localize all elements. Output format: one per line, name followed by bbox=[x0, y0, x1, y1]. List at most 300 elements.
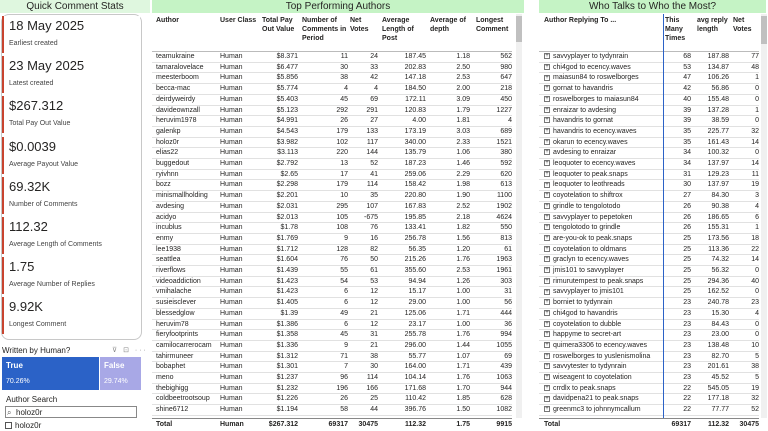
cell-text: chi4god to havandris bbox=[553, 309, 618, 317]
who-talks-scrollbar[interactable] bbox=[761, 14, 767, 418]
cell-text: jmis101 to savvyplayer bbox=[553, 267, 624, 274]
table-cell: $1.405 bbox=[276, 299, 298, 307]
cell-text: avdesing to enraizar bbox=[553, 149, 617, 157]
table-cell: 592 bbox=[500, 160, 512, 167]
table-cell: 21 bbox=[370, 309, 378, 317]
author-search-input[interactable] bbox=[5, 406, 137, 418]
stat-label: Earliest created bbox=[9, 40, 58, 47]
table-cell: 0 bbox=[755, 267, 759, 274]
table-cell: camilocarrerocam bbox=[156, 341, 212, 349]
table-cell: 108 bbox=[336, 224, 348, 232]
stat-label: Number of Comments bbox=[9, 200, 78, 208]
table-cell: 114 bbox=[366, 181, 378, 189]
table-cell: 71 bbox=[340, 352, 348, 360]
table-cell: 41 bbox=[370, 170, 378, 178]
cell-text: gornat to havandris bbox=[553, 85, 613, 93]
column-header[interactable]: Net Votes bbox=[733, 17, 752, 33]
table-cell: 26 bbox=[683, 213, 691, 221]
table-cell: 53 bbox=[370, 277, 378, 285]
column-header[interactable]: Average Length of Post bbox=[382, 17, 414, 42]
table-cell: 32 bbox=[751, 395, 759, 403]
scrollbar-thumb[interactable] bbox=[761, 16, 767, 44]
table-cell: Human bbox=[220, 202, 243, 210]
table-cell: 14 bbox=[751, 138, 759, 146]
column-header[interactable]: Author bbox=[156, 17, 179, 24]
table-cell: 22 bbox=[683, 406, 691, 414]
expand-icon[interactable]: + bbox=[545, 384, 549, 391]
expand-icon[interactable]: + bbox=[545, 320, 549, 327]
expand-icon[interactable]: + bbox=[545, 170, 549, 177]
stat-value: 1.75 bbox=[9, 259, 35, 275]
expand-icon[interactable]: + bbox=[545, 181, 549, 188]
table-cell: Human bbox=[220, 384, 243, 392]
table-cell: 225.77 bbox=[707, 127, 729, 135]
table-cell: 4 bbox=[755, 202, 759, 210]
stat-value: 69.32K bbox=[9, 178, 51, 194]
table-cell: Human bbox=[220, 63, 243, 71]
cell-text: davidpena21 to peak.snaps bbox=[553, 395, 639, 403]
column-header[interactable]: This Many Times bbox=[665, 17, 686, 42]
expand-icon[interactable]: + bbox=[545, 53, 549, 60]
table-cell: 82 bbox=[370, 245, 378, 253]
search-icon: ⌕ bbox=[7, 408, 12, 417]
cell-text: savvytester to tydynrain bbox=[553, 363, 627, 371]
table-cell: $5.856 bbox=[276, 74, 298, 82]
table-cell: 25 bbox=[683, 256, 691, 264]
table-cell: 4 bbox=[755, 309, 759, 317]
stat-label: Average Length of Comments bbox=[9, 241, 102, 248]
table-cell: 38 bbox=[340, 74, 348, 82]
expand-icon[interactable]: + bbox=[545, 95, 549, 102]
table-cell: 1 bbox=[755, 74, 759, 82]
table-cell: 155.31 bbox=[707, 224, 729, 232]
table-cell: 16 bbox=[370, 234, 378, 242]
table-cell: 104.14 bbox=[404, 374, 426, 381]
table-cell: 167.83 bbox=[404, 202, 426, 210]
table-cell: 30 bbox=[370, 363, 378, 371]
expand-icon[interactable]: + bbox=[545, 374, 549, 381]
table-cell: holoz0r bbox=[156, 138, 179, 146]
cell-text: savvyplayer to jmis101 bbox=[553, 288, 624, 296]
table-cell: 3.09 bbox=[456, 95, 470, 103]
table-cell: 2.33 bbox=[456, 138, 470, 146]
stat-card bbox=[2, 137, 140, 174]
table-cell: 23 bbox=[683, 309, 691, 317]
table-cell: 10 bbox=[340, 192, 348, 200]
table-cell: 172.11 bbox=[405, 95, 426, 103]
table-cell: $5.123 bbox=[276, 106, 298, 114]
table-cell: meesterboom bbox=[156, 74, 199, 82]
table-cell: $1.237 bbox=[276, 374, 298, 381]
table-cell: 259.06 bbox=[404, 170, 426, 178]
stat-card bbox=[2, 257, 140, 294]
table-cell: 49 bbox=[340, 309, 348, 317]
cell-text: are-you-ok to peak.snaps bbox=[553, 234, 632, 242]
table-cell: 1.71 bbox=[456, 309, 470, 317]
table-cell: 42 bbox=[683, 85, 691, 93]
table-cell: 1.71 bbox=[456, 363, 470, 371]
table-cell: 134.87 bbox=[707, 63, 729, 71]
expand-icon[interactable]: + bbox=[545, 352, 549, 359]
table-cell: 1.00 bbox=[456, 320, 470, 328]
table-cell: 1.18 bbox=[456, 53, 470, 60]
expand-icon[interactable]: + bbox=[545, 128, 549, 135]
cell-text: wiseagent to coyotelation bbox=[553, 374, 632, 381]
column-header[interactable]: Number of Comments in Period bbox=[302, 17, 347, 42]
expand-icon[interactable]: + bbox=[545, 235, 549, 242]
table-cell: 177.18 bbox=[707, 395, 729, 403]
table-cell: 1.76 bbox=[456, 374, 470, 381]
column-header[interactable]: Longest Comment bbox=[476, 17, 509, 33]
table-cell: 55 bbox=[340, 267, 348, 274]
table-cell: 42 bbox=[370, 74, 378, 82]
table-cell: 56.32 bbox=[711, 267, 729, 274]
expand-icon[interactable]: + bbox=[545, 288, 549, 295]
table-cell: 1.56 bbox=[456, 234, 470, 242]
true-segment[interactable] bbox=[2, 357, 99, 390]
table-cell: 1100 bbox=[496, 192, 512, 200]
author-option-checkbox[interactable] bbox=[5, 421, 41, 430]
table-cell: 55.77 bbox=[408, 352, 426, 360]
cell-text: graclyn to ecency.waves bbox=[553, 256, 629, 264]
table-cell: 689 bbox=[500, 127, 512, 135]
table-cell: $3.982 bbox=[276, 138, 298, 146]
expand-icon[interactable]: + bbox=[545, 299, 549, 306]
table-cell: 2.18 bbox=[456, 213, 470, 221]
table-cell: 1.98 bbox=[456, 181, 470, 189]
cell-text: rimurutempest to peak.snaps bbox=[553, 277, 644, 285]
table-cell: $2.013 bbox=[276, 213, 298, 221]
table-cell: 36 bbox=[504, 320, 512, 328]
table-cell: 117 bbox=[366, 138, 378, 146]
table-cell: 162.52 bbox=[707, 288, 729, 296]
table-cell: 128 bbox=[336, 245, 348, 253]
table-cell: 14 bbox=[751, 160, 759, 167]
table-cell: $1.336 bbox=[276, 341, 298, 349]
table-cell: Human bbox=[220, 352, 243, 360]
column-header[interactable]: Average of depth bbox=[430, 17, 466, 33]
expand-icon[interactable]: + bbox=[545, 245, 549, 252]
table-cell: 74.32 bbox=[711, 256, 729, 264]
table-cell: 1.90 bbox=[456, 192, 470, 200]
table-cell: Human bbox=[220, 320, 243, 328]
table-cell: 52 bbox=[751, 406, 759, 414]
table-cell: 179 bbox=[336, 181, 348, 189]
table-cell: 27 bbox=[370, 117, 378, 125]
table-cell: 107 bbox=[366, 202, 378, 210]
table-cell: 1.79 bbox=[456, 106, 470, 114]
cell-text: greenmc3 to johnnymcallum bbox=[553, 406, 641, 414]
table-cell: shine6712 bbox=[156, 406, 189, 414]
table-cell: 133 bbox=[366, 127, 378, 135]
checkbox-icon bbox=[5, 422, 12, 429]
table-cell: 38 bbox=[751, 363, 759, 371]
table-cell: 12 bbox=[370, 299, 378, 307]
table-cell: $1.226 bbox=[276, 395, 298, 403]
column-header[interactable]: avg reply length bbox=[697, 17, 728, 33]
table-cell: 31 bbox=[683, 170, 691, 178]
table-cell: 12 bbox=[370, 320, 378, 328]
table-cell: Human bbox=[220, 181, 243, 189]
table-cell: $8.371 bbox=[276, 53, 298, 60]
who-talks-table bbox=[539, 14, 768, 430]
table-cell: 240.78 bbox=[707, 299, 729, 307]
column-header[interactable]: Total Pay Out Value bbox=[262, 17, 295, 33]
table-cell: Human bbox=[220, 106, 243, 114]
expand-icon[interactable]: + bbox=[545, 395, 549, 402]
table-cell: 25 bbox=[683, 234, 691, 242]
table-cell: 19 bbox=[751, 384, 759, 392]
expand-icon[interactable]: + bbox=[545, 277, 549, 284]
table-cell: 25 bbox=[683, 267, 691, 274]
table-cell: 0 bbox=[755, 288, 759, 296]
top-authors-scrollbar[interactable] bbox=[516, 14, 522, 418]
total-cell: 112.32 bbox=[707, 421, 729, 428]
expand-icon[interactable]: + bbox=[545, 309, 549, 316]
table-cell: 980 bbox=[500, 63, 512, 71]
table-cell: $1.312 bbox=[276, 352, 298, 360]
expand-icon[interactable]: + bbox=[545, 342, 549, 349]
table-cell: 137.97 bbox=[707, 181, 729, 189]
table-cell: 69 bbox=[370, 95, 378, 103]
table-cell: 5 bbox=[755, 374, 759, 381]
table-cell: 1063 bbox=[496, 374, 512, 381]
table-cell: 13 bbox=[340, 160, 348, 167]
expand-icon[interactable]: + bbox=[545, 256, 549, 263]
table-cell: 1.26 bbox=[456, 277, 470, 285]
table-cell: 11 bbox=[751, 170, 759, 178]
table-cell: Human bbox=[220, 245, 243, 253]
table-cell: 2.50 bbox=[456, 63, 470, 71]
table-cell: Human bbox=[220, 374, 243, 381]
false-segment[interactable] bbox=[100, 357, 141, 390]
total-cell: 1.75 bbox=[456, 421, 470, 428]
table-cell: susieisclever bbox=[156, 299, 197, 307]
table-cell: 105 bbox=[336, 213, 348, 221]
table-cell: 6 bbox=[344, 299, 348, 307]
cell-text: roswelborges to yuslenismolina bbox=[553, 352, 651, 360]
table-cell: 186.65 bbox=[707, 213, 729, 221]
table-cell: 1.46 bbox=[456, 160, 470, 167]
table-cell: 187.45 bbox=[404, 53, 426, 60]
table-cell: 562 bbox=[500, 53, 512, 60]
table-cell: 27 bbox=[683, 192, 691, 200]
table-cell: 113.36 bbox=[708, 245, 729, 253]
table-cell: 23 bbox=[683, 363, 691, 371]
table-cell: 1082 bbox=[496, 406, 512, 414]
table-cell: 171.68 bbox=[404, 384, 426, 392]
table-cell: 164.00 bbox=[404, 363, 426, 371]
table-cell: Human bbox=[220, 170, 243, 178]
table-cell: 106.26 bbox=[707, 74, 729, 82]
table-cell: heruvim78 bbox=[156, 320, 189, 328]
table-cell: Human bbox=[220, 256, 243, 264]
table-cell: 220.80 bbox=[404, 192, 426, 200]
expand-icon[interactable]: + bbox=[545, 74, 549, 81]
expand-icon[interactable]: + bbox=[545, 224, 549, 231]
table-cell: 138.48 bbox=[707, 341, 729, 349]
table-cell: $2.792 bbox=[276, 160, 298, 167]
table-cell: 450 bbox=[500, 95, 512, 103]
table-cell: Human bbox=[220, 224, 243, 232]
table-cell: 1227 bbox=[496, 106, 512, 114]
table-cell: 0 bbox=[755, 85, 759, 93]
total-row bbox=[152, 418, 512, 430]
table-cell: 23 bbox=[683, 374, 691, 381]
table-cell: 40 bbox=[683, 95, 691, 103]
table-cell: teamukraine bbox=[156, 53, 195, 60]
table-cell: 340.00 bbox=[404, 138, 426, 146]
expand-icon[interactable]: + bbox=[545, 363, 549, 370]
table-cell: enmy bbox=[156, 234, 174, 242]
table-cell: 30 bbox=[683, 181, 691, 189]
table-cell: ryivhnn bbox=[156, 170, 179, 178]
table-cell: 256.78 bbox=[404, 234, 426, 242]
table-cell: 23 bbox=[751, 299, 759, 307]
table-cell: 24 bbox=[370, 53, 378, 60]
table-cell: 255.78 bbox=[404, 331, 426, 339]
expand-icon[interactable]: + bbox=[545, 267, 549, 274]
table-cell: 9 bbox=[344, 234, 348, 242]
table-cell: 9 bbox=[344, 341, 348, 349]
column-header[interactable]: Net Votes bbox=[350, 17, 369, 33]
table-cell: bobaphet bbox=[156, 363, 186, 371]
table-cell: avdesing bbox=[156, 202, 185, 210]
cell-text: coyotelation to oldmans bbox=[553, 245, 627, 253]
table-cell: 38.59 bbox=[711, 117, 729, 125]
cell-text: coyotelation to shiftrox bbox=[553, 192, 623, 200]
table-cell: 120.83 bbox=[404, 106, 426, 114]
table-cell: 25 bbox=[683, 245, 691, 253]
table-cell: 292 bbox=[336, 106, 348, 114]
top-authors-table bbox=[152, 14, 524, 430]
table-cell: 303 bbox=[500, 277, 512, 285]
expand-icon[interactable]: + bbox=[545, 202, 549, 209]
table-cell: 187.88 bbox=[707, 53, 729, 60]
table-cell: 23 bbox=[683, 341, 691, 349]
cell-text: havandris to ecency.waves bbox=[553, 127, 637, 135]
table-cell: 52 bbox=[370, 160, 378, 167]
table-cell: 39 bbox=[683, 117, 691, 125]
column-header[interactable]: Author Replying To ... bbox=[544, 17, 617, 24]
table-cell: bozz bbox=[156, 181, 171, 189]
cell-text: coyotelation to dubble bbox=[553, 320, 622, 328]
table-cell: 1055 bbox=[496, 341, 512, 349]
author-search-value: holoz0r bbox=[16, 408, 43, 417]
stat-value: $0.0039 bbox=[9, 138, 56, 154]
quick-stats-title: Quick Comment Stats bbox=[0, 0, 150, 13]
table-cell: $2.031 bbox=[276, 202, 298, 210]
table-cell: 1.85 bbox=[456, 395, 470, 403]
table-cell: Human bbox=[220, 288, 243, 296]
table-cell: 25 bbox=[683, 277, 691, 285]
table-cell: 202.83 bbox=[404, 63, 426, 71]
expand-icon[interactable]: + bbox=[545, 213, 549, 220]
table-cell: 129.23 bbox=[707, 170, 729, 178]
table-cell: 6 bbox=[344, 320, 348, 328]
expand-icon[interactable]: + bbox=[545, 331, 549, 338]
total-cell: 112.32 bbox=[404, 421, 426, 428]
table-cell: 4 bbox=[344, 85, 348, 93]
visual-header-icons[interactable]: ⊽ ⊡ ··· bbox=[112, 347, 148, 354]
expand-icon[interactable]: + bbox=[545, 85, 549, 92]
table-cell: $5.403 bbox=[276, 95, 298, 103]
table-cell: 296.00 bbox=[404, 341, 426, 349]
false-percentage: 29.74% bbox=[104, 378, 128, 385]
table-cell: 2.29 bbox=[456, 170, 470, 178]
table-cell: 195.85 bbox=[404, 213, 426, 221]
table-cell: 133.41 bbox=[404, 224, 426, 232]
table-cell: Human bbox=[220, 117, 243, 125]
author-search-title: Author Search bbox=[6, 395, 58, 404]
expand-icon[interactable]: + bbox=[545, 117, 549, 124]
table-cell: 96 bbox=[340, 374, 348, 381]
expand-icon[interactable]: + bbox=[545, 406, 549, 413]
table-cell: 44 bbox=[370, 406, 378, 414]
table-cell: $4.991 bbox=[276, 117, 298, 125]
table-cell: 173.56 bbox=[707, 234, 729, 242]
true-label: True bbox=[6, 361, 23, 370]
table-cell: 5 bbox=[755, 352, 759, 360]
table-cell: 22 bbox=[751, 245, 759, 253]
top-authors-title: Top Performing Authors bbox=[152, 0, 524, 13]
scrollbar-thumb[interactable] bbox=[516, 16, 522, 42]
expand-icon[interactable]: + bbox=[545, 149, 549, 156]
table-cell: 40 bbox=[751, 277, 759, 285]
expand-icon[interactable]: + bbox=[545, 106, 549, 113]
table-cell: 56.35 bbox=[408, 245, 426, 253]
table-cell: buggedout bbox=[156, 160, 190, 167]
column-header[interactable]: User Class bbox=[220, 17, 257, 24]
table-cell: 11 bbox=[340, 53, 348, 60]
table-cell: 196 bbox=[336, 384, 348, 392]
table-cell: 6 bbox=[344, 288, 348, 296]
table-cell: 613 bbox=[500, 181, 512, 189]
cell-text: tengolotodo to grindle bbox=[553, 224, 621, 232]
table-cell: 137.97 bbox=[707, 160, 729, 167]
table-cell: 82.70 bbox=[711, 352, 729, 360]
cell-text: happyme to secret-art bbox=[553, 331, 622, 339]
stat-label: Average Number of Replies bbox=[9, 281, 95, 289]
expand-icon[interactable]: + bbox=[545, 63, 549, 70]
table-cell: Human bbox=[220, 277, 243, 285]
expand-icon[interactable]: + bbox=[545, 138, 549, 145]
table-cell: 0 bbox=[755, 320, 759, 328]
total-row bbox=[539, 418, 759, 430]
table-cell: 813 bbox=[500, 234, 512, 242]
stat-label: Latest created bbox=[9, 80, 54, 88]
table-cell: $2.65 bbox=[280, 170, 298, 178]
expand-icon[interactable]: + bbox=[545, 192, 549, 199]
total-cell: Human bbox=[220, 421, 244, 428]
total-cell: 30475 bbox=[739, 421, 759, 428]
expand-icon[interactable]: + bbox=[545, 160, 549, 167]
table-cell: 45 bbox=[340, 331, 348, 339]
stat-value: 23 May 2025 bbox=[9, 58, 85, 74]
true-percentage: 70.26% bbox=[6, 378, 30, 385]
stat-card bbox=[2, 16, 140, 53]
total-cell: 30475 bbox=[358, 421, 378, 428]
table-cell: 1521 bbox=[496, 138, 512, 146]
false-label: False bbox=[104, 361, 125, 370]
table-cell: 355.60 bbox=[404, 267, 426, 274]
stat-card bbox=[2, 217, 140, 254]
cell-text: leoquoter to leothreads bbox=[553, 181, 625, 189]
table-cell: 1.06 bbox=[456, 149, 470, 157]
table-cell: 291 bbox=[366, 106, 378, 114]
table-cell: 22 bbox=[683, 384, 691, 392]
cell-text: maiasun84 to roswelborges bbox=[553, 74, 639, 82]
